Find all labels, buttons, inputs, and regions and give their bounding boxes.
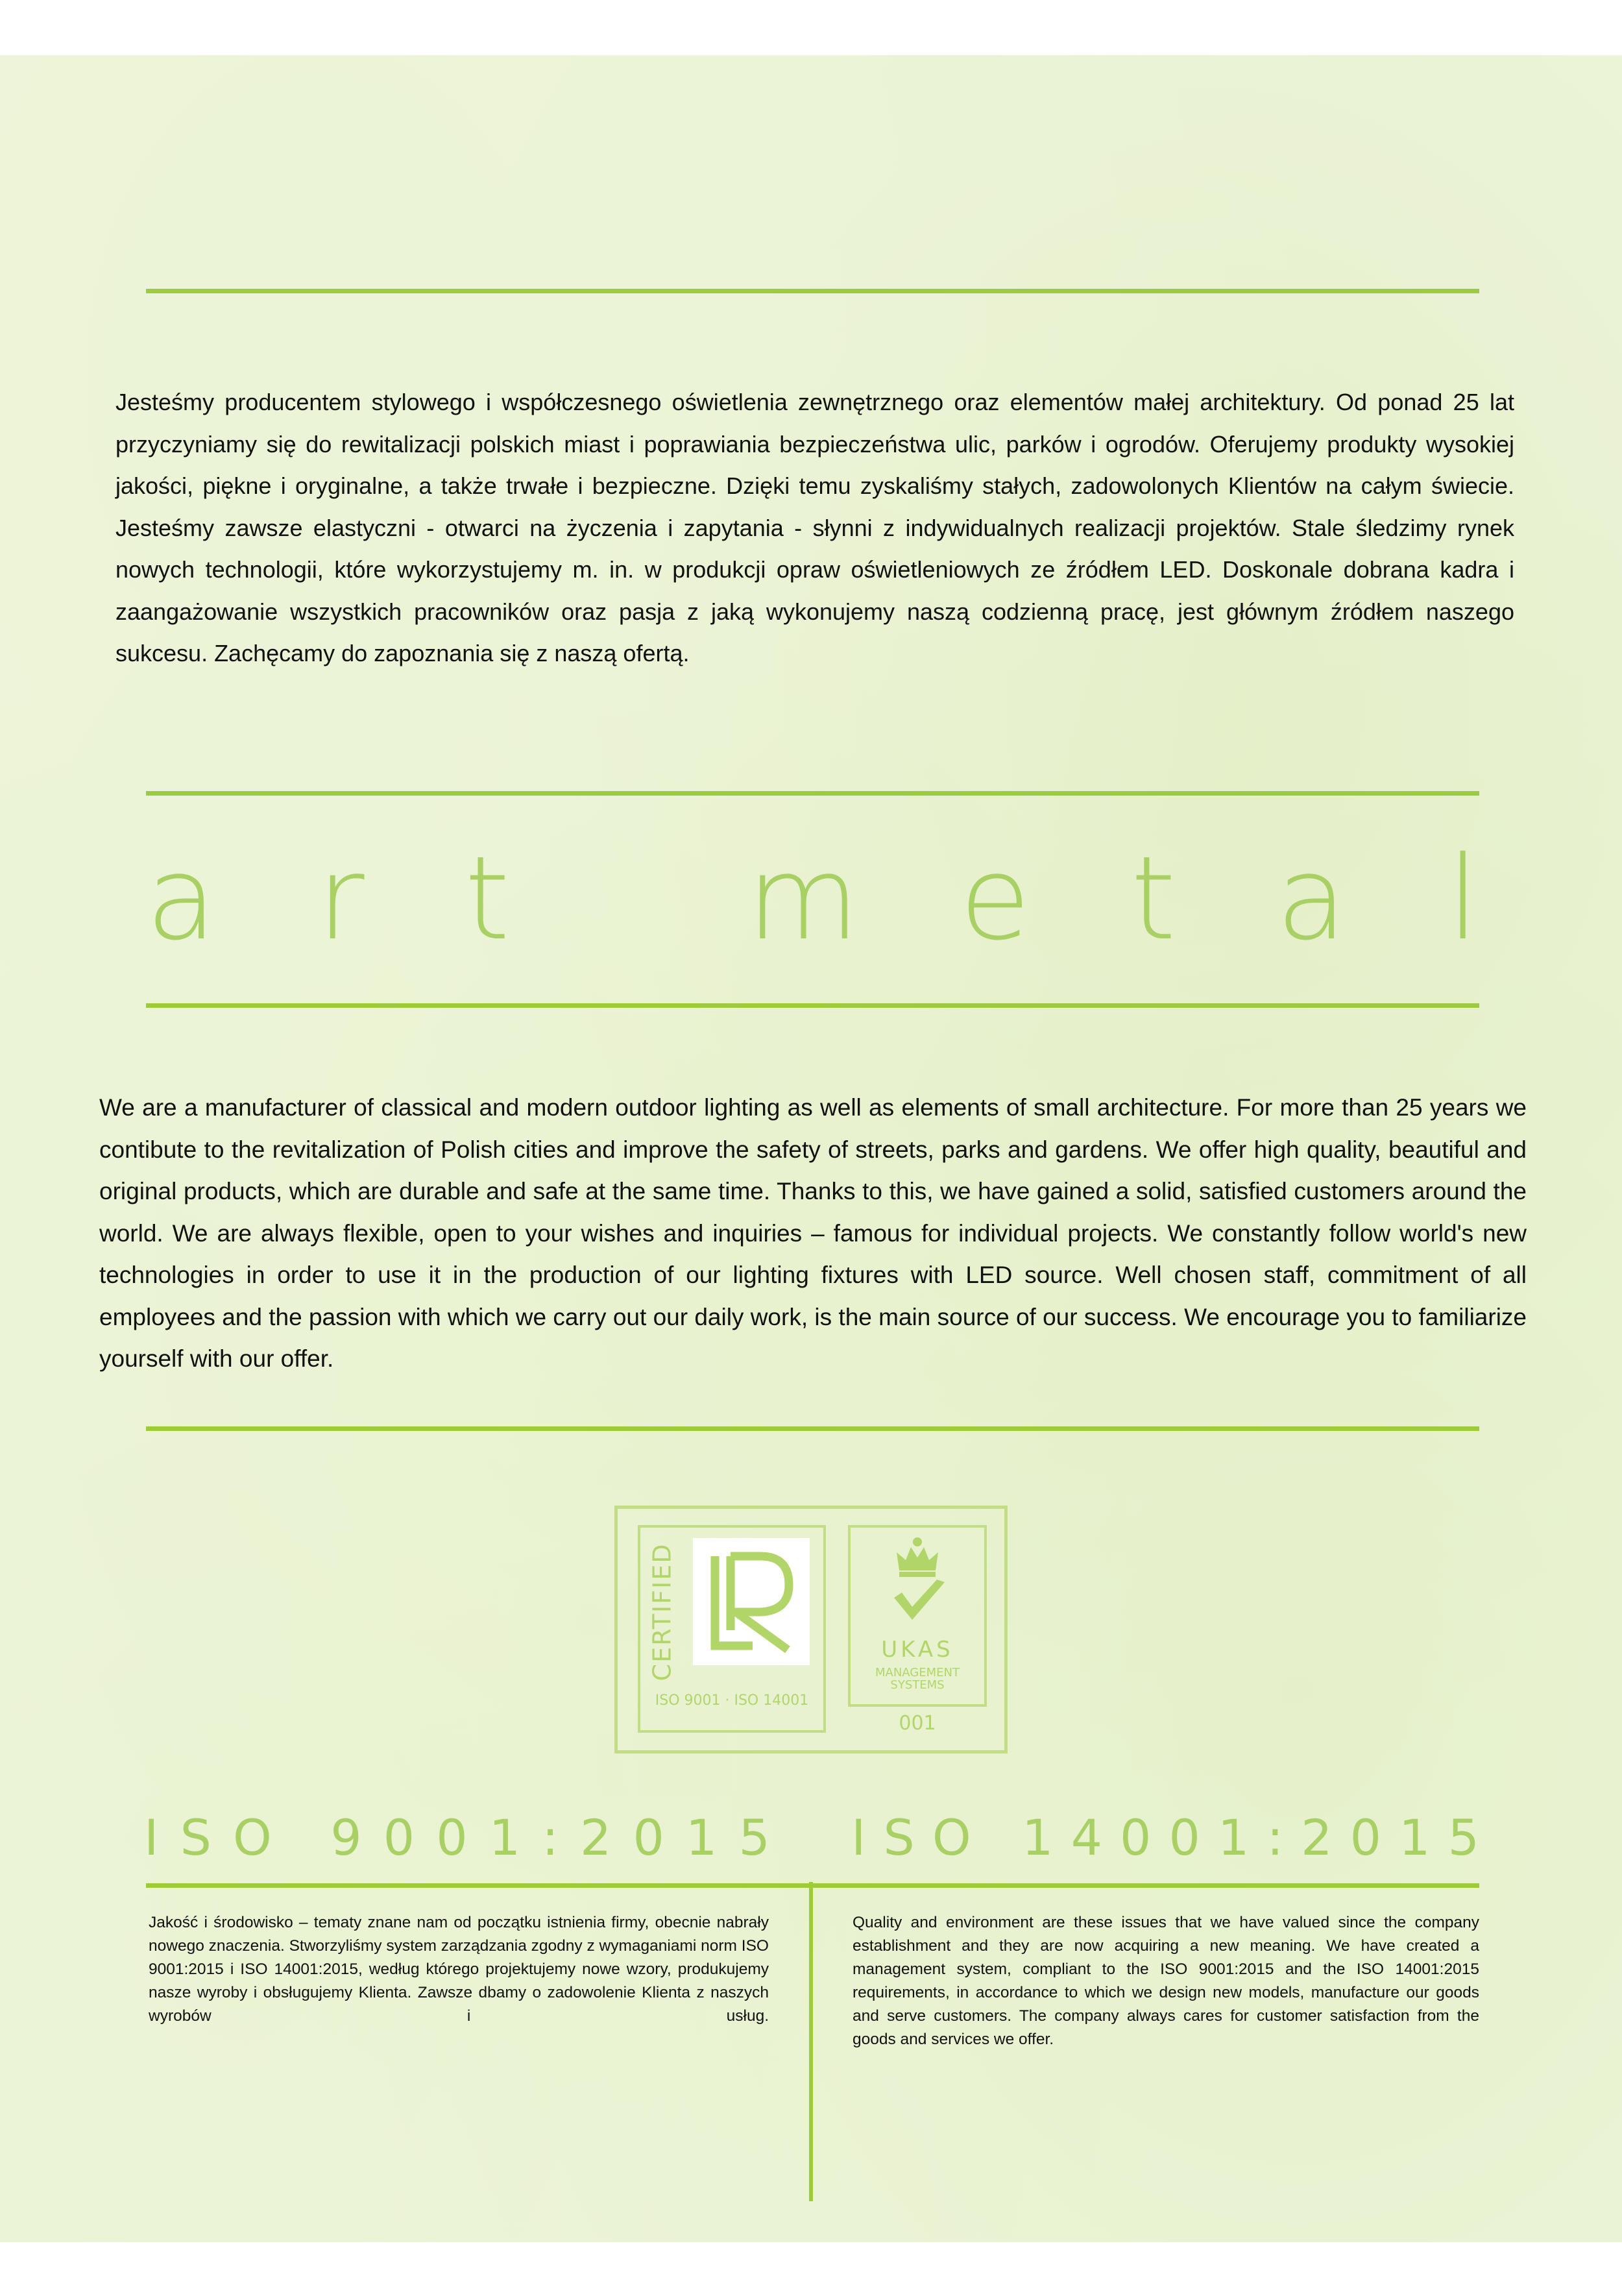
divider-above-brand: [146, 791, 1479, 796]
lr-certified-text: CERTIFIED: [648, 1543, 676, 1681]
iso-char: 1: [685, 1809, 718, 1866]
english-intro-paragraph: We are a manufacturer of classical and modern outdoor lighting as well as elements of small architecture. For more than 25 years we contibute to the revitalization of Polish cities and improve the safety of streets, parks and gardens. We offer high quality, beautiful and original products, which are durable and safe at the same time. Thanks to this, we have gained a solid, satisfied customers around the world. We are always flexible, open to your wishes and inquiries – famous for individual projects. We constantly follow world's new technologies in order to use it in the production of our lighting fixtures with LED source. Well chosen staff, commitment of all employees and the passion with which we carry out our daily work, is the main source of our success. We encourage you to familiarize yourself with our offer.: [99, 1094, 1527, 1372]
brand-letter: l: [1447, 831, 1479, 966]
brand-letter: r: [317, 831, 365, 966]
brand-letter: a: [1276, 831, 1348, 966]
iso-char: 0: [633, 1809, 664, 1866]
iso-char: 1: [489, 1809, 521, 1866]
divider-below-brand: [146, 1003, 1479, 1008]
iso-char: 4: [1071, 1809, 1102, 1866]
crown-check-icon: [885, 1530, 950, 1634]
iso-char: 0: [436, 1809, 468, 1866]
iso-char: S: [883, 1809, 915, 1866]
iso-char: 0: [1168, 1809, 1200, 1866]
iso-char: 0: [383, 1809, 415, 1866]
ukas-label: UKAS: [881, 1637, 954, 1663]
brand-letter: t: [465, 831, 510, 966]
iso-char: :: [542, 1809, 559, 1866]
iso-char: 5: [738, 1809, 770, 1866]
iso-14001-heading: [851, 1809, 1479, 1866]
brand-letter: e: [959, 831, 1031, 966]
iso-char: O: [232, 1809, 272, 1866]
iso-char: 5: [1447, 1809, 1479, 1866]
iso-char: 1: [1217, 1809, 1250, 1866]
iso-char: 2: [1301, 1809, 1333, 1866]
divider-above-certificate: [146, 1426, 1479, 1431]
iso-char: I: [144, 1809, 159, 1866]
brand-letter-spacer: [610, 841, 647, 957]
iso-char: 1: [1022, 1809, 1054, 1866]
column-divider: [809, 1882, 813, 2201]
ukas-management-label: [848, 1667, 987, 1691]
iso-char: :: [1266, 1809, 1284, 1866]
iso-spacer: [989, 1813, 1004, 1862]
ukas-systems-line: SYSTEMS: [890, 1678, 945, 1692]
iso-char: O: [932, 1809, 971, 1866]
lr-iso-standards: ISO 9001 · ISO 14001: [655, 1692, 809, 1709]
brand-letter: a: [146, 831, 217, 966]
ukas-number: 001: [899, 1712, 936, 1735]
polish-intro-paragraph: Jesteśmy producentem stylowego i współczesnego oświetlenia zewnętrznego oraz elementów małej architektury. Od ponad 25 lat przyczyniamy się do rewitalizacji polskich miast i poprawiania bezpieczeństwa ulic, parków i ogrodów. Oferujemy produkty wysokiej jakości, piękne i oryginalne, a także trwałe i bezpieczne. Dzięki temu zyskaliśmy stałych, zadowolonych Klientów na całym świecie. Jesteśmy zawsze elastyczni - otwarci na życzenia i zapytania - słynni z indywidualnych realizacji projektów. Stale śledzimy rynek nowych technologii, które wykorzystujemy m. in. w produkcji opraw oświetleniowych ze źródłem LED. Doskonale dobrana kadra i zaangażowanie wszystkich pracowników oraz pasja z jaką wykonujemy naszą codzienną pracę, jest głównym źródłem naszego sukcesu. Zachęcamy do zapoznania się z naszą ofertą.: [115, 389, 1514, 666]
brand-letter: t: [1130, 831, 1176, 966]
divider-top: [146, 289, 1479, 293]
iso-9001-heading: [144, 1809, 770, 1866]
iso-char: 0: [1120, 1809, 1152, 1866]
iso-spacer: [293, 1813, 309, 1862]
iso-char: S: [180, 1809, 212, 1866]
lr-certified-label: [642, 1541, 681, 1683]
iso-char: 9: [330, 1809, 362, 1866]
brand-letter: m: [747, 831, 860, 966]
iso-char: 2: [579, 1809, 612, 1866]
iso-char: 0: [1350, 1809, 1381, 1866]
quality-policy-polish: Jakość i środowisko – tematy znane nam od początku istnienia firmy, obecnie nabrały nowego znaczenia. Stworzyliśmy system zarządzania zgodny z wymaganiami norm ISO 9001:2015 i ISO 14001:2015, według którego projektujemy nowe wzory, produkujemy nasze wyroby i obsługujemy Klienta. Zawsze dbamy o zadowolenie Klienta z naszych wyrobów i usług.: [149, 1914, 769, 2025]
quality-policy-english: Quality and environment are these issues that we have valued since the company establishment and they are now acquiring a new meaning. We have created a management system, compliant to the ISO 9001:2015 and the ISO 14001:2015 requirements, in accordance to which we design new models, manufacture our goods and serve customers. The company always cares for customer satisfaction from the goods and services we offer.: [853, 1914, 1479, 2048]
lr-logo-icon: [693, 1538, 810, 1665]
ukas-management-line: MANAGEMENT: [875, 1666, 960, 1679]
iso-char: 1: [1399, 1809, 1431, 1866]
iso-char: I: [851, 1809, 866, 1866]
brand-wordmark: [146, 831, 1479, 966]
